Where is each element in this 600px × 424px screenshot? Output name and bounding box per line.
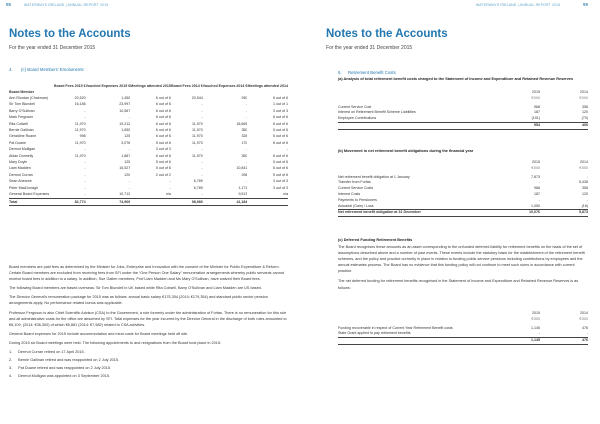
unit-header: €'000: [579, 316, 588, 321]
year-header: 2015: [532, 90, 540, 95]
section-c-title: (c) Deferred Funding Retirement Benefits: [338, 238, 413, 242]
table-cell: 968: [534, 104, 540, 109]
table-cell: 187: [534, 110, 540, 115]
right-page-subtitle: For the year ended 31 December 2015: [326, 45, 413, 51]
table-cell: 2 out of 2: [155, 172, 171, 177]
table-cell: 6 out of 6: [273, 115, 288, 120]
table-cell: 350: [241, 128, 248, 133]
paragraph: The Board recognises these amounts as an asset corresponding to the unfunded deferred liability for retirement benefits on the basis of the set of assumptions described above and a number of past events. These events include the statutory basis for the establishment of the retirement benefit schemes, and the policy and practice currently in place in relation to funding public service pensions including contributions by employees and the annual estimates process. The Board has no evidence that this funding policy will not continue to meet such sums in accordance with current practice.: [338, 245, 585, 274]
table-cell: 350: [241, 153, 248, 158]
row-label: Funding recoverable in respect of Current Year Retirement Benefit costs: [338, 325, 453, 330]
total-cell: [247, 198, 288, 205]
table-cell: 6 out of 6: [273, 153, 288, 158]
member-name: Mary Doyle: [9, 160, 28, 165]
column-header: Board Fees 2014 €: [171, 84, 203, 88]
table-cell: -: [84, 192, 86, 197]
table-cell: -: [586, 331, 588, 336]
table-cell: -: [201, 147, 203, 152]
table-cell: -: [84, 172, 86, 177]
table-cell: 6 out of 6: [273, 166, 288, 171]
table-cell: -: [246, 160, 248, 165]
row-label: Interest Costs: [338, 191, 361, 196]
member-name: General Board Expenses: [9, 192, 50, 197]
section-b-title: (b) Movement in net retirement benefit obligations during the financial year: [338, 149, 474, 153]
table-cell: -: [84, 108, 86, 113]
table-cell: 5 out of 6: [273, 172, 288, 177]
row-label: Actuarial (Gain) / Loss: [338, 203, 374, 208]
table-cell: 11,970: [74, 140, 86, 145]
total-label: Total: [9, 198, 54, 205]
table-cell: -: [586, 197, 588, 202]
table-cell: 120: [582, 191, 588, 196]
member-name: Bernie Gallinan: [9, 128, 34, 133]
table-cell: 1,050: [531, 203, 540, 208]
right-section-number: 5.: [338, 70, 342, 75]
list-number: 1.: [9, 350, 13, 355]
table-cell: 3,076: [121, 140, 131, 145]
member-name: Mark Ferguson: [9, 115, 34, 120]
table-cell: -: [538, 180, 540, 185]
table-cell: 11,970: [192, 128, 203, 133]
left-notes-text: [9, 264, 288, 381]
list-text: Bernie Gallinan retired and was reappointed on 2 July 2015.: [18, 358, 120, 363]
total-cell: 5,873: [540, 210, 588, 217]
total-cell: 406: [540, 122, 588, 129]
table-cell: 6 out of 6: [273, 121, 288, 126]
member-name: Ann Riordan (Chairman): [9, 96, 48, 100]
table-cell: 7,873: [531, 174, 540, 179]
table-cell: 5 out of 6: [155, 160, 171, 165]
table-cell: n/a: [283, 192, 288, 197]
table-cell: 3 out of 3: [273, 179, 288, 184]
group-label: Board Member: [9, 89, 35, 94]
table-cell: 10,841: [236, 166, 248, 171]
table-cell: -: [84, 185, 86, 190]
unit-header: €'000: [579, 165, 588, 170]
table-cell: (18): [581, 203, 588, 208]
table-cell: 5 out of 6: [155, 140, 171, 145]
table-cell: 6 out of 6: [273, 134, 288, 139]
table-cell: 6 out of 6: [155, 134, 171, 139]
year-header: 2014: [580, 311, 588, 316]
table-cell: 120: [124, 172, 131, 177]
member-name: Sir Tom Blundell: [9, 102, 35, 107]
table-cell: 5,438: [579, 180, 588, 185]
table-cell: 11,970: [74, 153, 86, 158]
total-row: [338, 122, 588, 129]
table-cell: n/a: [165, 192, 171, 197]
member-name: Sean Ahearne: [9, 179, 32, 184]
table-row: [9, 191, 288, 198]
column-header: Meetings attended 2014: [247, 84, 288, 88]
table-cell: -: [201, 108, 203, 113]
list-item: [9, 349, 288, 355]
unit-header: €'000: [531, 165, 540, 170]
list-text: Dermot Curran retired on 17 April 2015.: [18, 350, 85, 355]
table-cell: 11,970: [192, 121, 203, 126]
list-text: Pat Duane retired and was reappointed on 2 July 2015.: [18, 366, 112, 371]
table-cell: -: [129, 147, 131, 152]
right-page-number: 99: [583, 2, 588, 7]
total-row: [338, 338, 588, 345]
table-cell: 6 out of 6: [155, 102, 171, 107]
row-label: Current Service Cost: [338, 104, 372, 109]
table-cell: 6 out of 6: [155, 115, 171, 120]
column-header: Meetings attended 2015: [130, 84, 171, 88]
table-cell: 1,145: [531, 325, 540, 330]
member-name: Rita Colwell: [9, 121, 28, 126]
table-cell: (191): [531, 116, 540, 121]
table-cell: -: [201, 115, 203, 120]
left-section-title: (c) Board Members' Emoluments: [21, 67, 84, 72]
list-item: [9, 357, 288, 363]
member-name: Geraldine Ruane: [9, 134, 37, 139]
table-cell: -: [201, 166, 203, 171]
table-cell: 120: [582, 110, 588, 115]
total-cell: 954: [504, 122, 540, 129]
right-page: [300, 0, 600, 424]
table-cell: 5 out of 6: [273, 160, 288, 165]
left-running-header: WATERWAYS IRELAND | ANNUAL REPORT 2015: [24, 3, 109, 7]
table-cell: -: [246, 115, 248, 120]
table-cell: -: [246, 147, 248, 152]
table-cell: 11,970: [192, 134, 203, 139]
table-cell: 9,513: [238, 192, 248, 197]
table-cell: -: [84, 160, 86, 165]
retirement-costs-table: [338, 90, 588, 130]
row-label: Payments to Pensioners: [338, 197, 377, 202]
total-label: Net retirement benefit obligation at 31 December: [338, 210, 504, 217]
right-running-header: WATERWAYS IRELAND | ANNUAL REPORT 2015: [476, 3, 561, 7]
column-header: Board Fees 2015 €: [54, 84, 86, 88]
table-cell: -: [129, 185, 131, 190]
table-cell: -: [129, 115, 131, 120]
total-cell: 10,076: [504, 210, 540, 217]
table-cell: 11,970: [192, 140, 203, 145]
unit-header: €'000: [531, 95, 540, 100]
table-cell: -: [538, 331, 540, 336]
row-label: State Grant applied to pay retirement benefits: [338, 331, 411, 336]
deferred-funding-table: [338, 311, 588, 345]
table-cell: 16,186: [74, 102, 86, 107]
table-cell: -: [201, 172, 203, 177]
table-cell: 3 out of 3: [273, 185, 288, 190]
table-cell: -: [84, 166, 86, 171]
paragraph: The following Board members are based overseas: Sir Tom Blundell in UK based while Rita Colwell, Barry O'Sullivan and Liam Madden are US based.: [9, 286, 262, 291]
total-row: [9, 198, 288, 205]
table-cell: 1,450: [121, 96, 131, 100]
table-cell: -: [201, 160, 203, 165]
table-cell: 356: [582, 104, 588, 109]
row-label: Transfer from Forfás: [338, 180, 371, 185]
table-cell: 10,567: [119, 108, 131, 113]
table-cell: -: [246, 102, 248, 107]
row-label: Current Service Costs: [338, 186, 374, 191]
table-cell: 20,544: [191, 96, 203, 100]
column-header: Vouched Expenses 2014 €: [202, 84, 248, 88]
table-cell: 6 out of 6: [273, 140, 288, 145]
right-section-title: Retirement Benefit Costs: [348, 70, 396, 75]
benefit-obligations-table: [338, 160, 588, 217]
total-cell: 476: [540, 338, 588, 345]
table-cell: -: [538, 197, 540, 202]
section-a-title: (a) Analysis of total retirement benefit costs charged to the Statement of Income and Expenditure and Retained Revenue Reserves: [338, 77, 574, 81]
member-name: Aidan Donnelly: [9, 153, 34, 158]
table-cell: 968: [534, 186, 540, 191]
member-name: Dermot Curran: [9, 172, 33, 177]
list-item: [9, 365, 288, 371]
table-cell: 5 out of 6: [273, 128, 288, 133]
table-cell: 187: [534, 191, 540, 196]
table-cell: -: [169, 185, 171, 190]
row-label: Interest on Retirement Benefit Scheme Liabilities: [338, 110, 416, 115]
member-name: Dermot Mulligan: [9, 147, 36, 152]
table-cell: 6 out of 6: [155, 96, 171, 100]
total-cell: 98,980: [171, 198, 203, 205]
table-cell: -: [246, 179, 248, 184]
table-cell: -: [201, 192, 203, 197]
table-cell: 18,665: [236, 121, 248, 126]
table-cell: 298: [241, 172, 248, 177]
table-cell: 19,212: [119, 121, 131, 126]
table-cell: 356: [582, 186, 588, 191]
section-c-text: [338, 244, 588, 295]
unit-header: €'000: [531, 316, 540, 321]
table-cell: 6 out of 6: [273, 96, 288, 100]
total-cell: [130, 198, 171, 205]
table-cell: -: [169, 179, 171, 184]
table-cell: -: [129, 179, 131, 184]
table-cell: 6 out of 6: [155, 153, 171, 158]
board-emoluments-table: [9, 84, 288, 206]
paragraph: The Director General's remuneration package for 2015 was as follows: annual basic salary €175,354 (2014: €179,354) and standard public sector pension arrangements apply. No performance related bonus was applicable.: [9, 295, 268, 306]
member-name: Barry O'Sullivan: [9, 108, 35, 113]
year-header: 2014: [580, 90, 588, 95]
table-cell: 11,970: [74, 128, 86, 133]
list-text: Dermot Mulligan was appointed on 3 September 2015.: [18, 374, 110, 379]
table-cell: 476: [582, 325, 588, 330]
table-cell: 1,650: [121, 128, 131, 133]
table-cell: 1,171: [238, 185, 248, 190]
table-cell: 6 out of 6: [155, 121, 171, 126]
total-cell: 82,774: [54, 198, 86, 205]
table-cell: 6,789: [193, 179, 203, 184]
table-cell: 328: [241, 134, 248, 139]
table-cell: 3 out of 3: [155, 147, 171, 152]
year-header: 2015: [532, 311, 540, 316]
member-name: Liam Madden: [9, 166, 31, 171]
member-name: Peter MacDonagh: [9, 185, 38, 190]
table-cell: 170: [241, 140, 248, 145]
table-cell: -: [84, 179, 86, 184]
table-cell: 998: [79, 134, 86, 139]
table-cell: -: [246, 108, 248, 113]
table-cell: 20,520: [74, 96, 86, 100]
left-page-number: 98: [6, 2, 11, 7]
table-cell: 16,527: [119, 166, 131, 171]
list-number: 2.: [9, 358, 13, 363]
paragraph: The net deferred funding for retirement benefits recognised in the Statement of Income and Expenditure and Retained Revenue Reserves is as follows:: [338, 279, 579, 290]
table-cell: 6,789: [193, 185, 203, 190]
table-cell: 125: [124, 160, 131, 165]
unit-header: €'000: [579, 95, 588, 100]
table-cell: -: [84, 115, 86, 120]
table-cell: 125: [124, 134, 131, 139]
table-cell: -: [586, 174, 588, 179]
total-cell: 74,909: [86, 198, 131, 205]
column-header: Vouched Expenses 2015 €: [85, 84, 131, 88]
table-cell: 11,970: [74, 121, 86, 126]
total-cell: 41,184: [203, 198, 248, 205]
total-cell: 1,145: [504, 338, 540, 345]
table-cell: 1,887: [121, 153, 131, 158]
table-cell: 6 out of 6: [155, 128, 171, 133]
table-cell: -: [286, 147, 288, 152]
member-name: Pat Duane: [9, 140, 26, 145]
table-cell: 1 out of 1: [273, 102, 288, 107]
paragraph: Professor Ferguson is also Chief Scientific Advisor (CSA) to the Government, a role formerly under the administration of Forfas. There is no remuneration for this role and all administrative costs for the office are absorbed by SFI. Total expenses for the year incurred by the Director General in the discharge of both roles amounted to €8,109, (2014: €36,300) of which €8,881 (2014: €7,582) related to CSA activities.: [9, 310, 287, 327]
left-section-number: 4.: [9, 67, 13, 72]
year-header: 2014: [580, 160, 588, 165]
table-cell: -: [201, 102, 203, 107]
right-page-title: Notes to the Accounts: [326, 28, 448, 40]
table-cell: 5 out of 6: [155, 166, 171, 171]
total-label: [338, 122, 504, 129]
table-cell: 930: [241, 96, 248, 100]
left-page-subtitle: For the year ended 31 December 2015: [9, 45, 96, 51]
row-label: Net retirement benefit obligation at 1 January: [338, 174, 410, 179]
list-item: [9, 373, 288, 379]
list-number: 4.: [9, 374, 13, 379]
list-number: 3.: [9, 366, 13, 371]
row-label: Employee Contributions: [338, 116, 377, 121]
table-cell: 23,997: [119, 102, 131, 107]
paragraph: During 2015 six Board meetings were held. The following appointments to and resignations from the Board took place in 2015:: [9, 340, 222, 345]
total-row: [338, 210, 588, 217]
year-header: 2015: [532, 160, 540, 165]
table-cell: 3 out of 3: [273, 108, 288, 113]
table-cell: 11,970: [192, 153, 203, 158]
table-cell: 10,712: [119, 192, 131, 197]
total-label: [338, 338, 504, 345]
table-cell: -: [84, 147, 86, 152]
left-page-title: Notes to the Accounts: [9, 28, 131, 40]
table-cell: (70): [581, 116, 588, 121]
paragraph: Board members are paid fees as determined by the Minister for Jobs, Enterprise and Innovation with the consent of the Minister for Public Expenditure & Reform. Certain Board members are excluded from receiving fees from SFI under the “One Person One Salary” remuneration arrangements whereby public servants cannot receive board fees in addition to a salary. In addition, Sue Gallen members, Prof Liam Madden and Ms Mary O'Sullivan, have waived their Board fees.: [9, 265, 284, 282]
table-cell: 6 out of 6: [155, 108, 171, 113]
paragraph: General Board expenses for 2015 include accommodation and meal costs for Board meetings held off site.: [9, 331, 189, 336]
